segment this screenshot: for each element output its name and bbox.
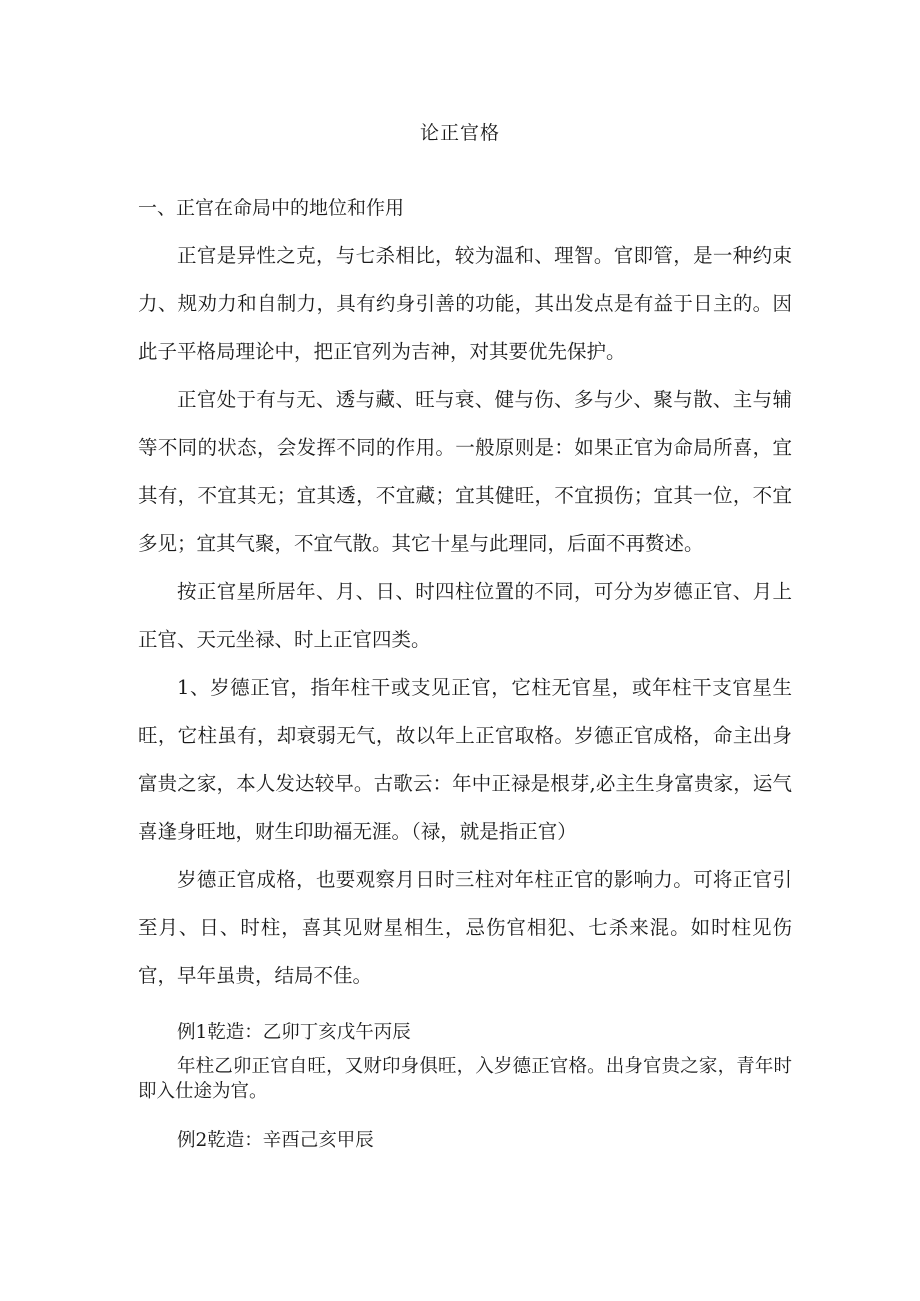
paragraph: 正官处于有与无、透与藏、旺与衰、健与伤、多与少、聚与散、主与辅等不同的状态，会发挥不同的作用。一般原则是：如果正官为命局所喜，宜其有，不宜其无；宜其透，不宜藏；宜其健旺，不宜损伤；宜其一位，不宜多见；宜其气聚，不宜气散。其它十星与此理同，后面不再赘述。 <box>138 388 792 555</box>
paragraph: 岁德正官成格，也要观察月日时三柱对年柱正官的影响力。可将正官引至月、日、时柱，喜其见财星相生，忌伤官相犯、七杀来混。如时柱见伤官，早年虽贵，结局不佳。 <box>138 868 792 987</box>
section-heading: 一、正官在命局中的地位和作用 <box>138 197 405 219</box>
paragraph: 正官是异性之克，与七杀相比，较为温和、理智。官即管，是一种约束力、规劝力和自制力，具有约身引善的功能，其出发点是有益于日主的。因此子平格局理论中，把正官列为吉神，对其要优先保护。 <box>138 244 792 363</box>
paragraph: 按正官星所居年、月、日、时四柱位置的不同，可分为岁德正官、月上正官、天元坐禄、时上正官四类。 <box>138 580 792 651</box>
example-label: 例2乾造：辛酉己亥甲辰 <box>177 1130 374 1151</box>
example-text: 年柱乙卯正官自旺，又财印身俱旺，入岁德正官格。出身官贵之家，青年时即入仕途为官。 <box>138 1056 792 1102</box>
document-title: 论正官格 <box>419 122 500 144</box>
example-label: 例1乾造：乙卯丁亥戊午丙辰 <box>177 1022 411 1043</box>
paragraph: 1、岁德正官，指年柱干或支见正官，它柱无官星，或年柱干支官星生旺，它柱虽有，却衰弱无气，故以年上正官取格。岁德正官成格，命主出身富贵之家，本人发达较早。古歌云：年中正禄是根芽,必主生身富贵家，运气喜逢身旺地，财生印助福无涯。（禄，就是指正官） <box>138 676 792 843</box>
